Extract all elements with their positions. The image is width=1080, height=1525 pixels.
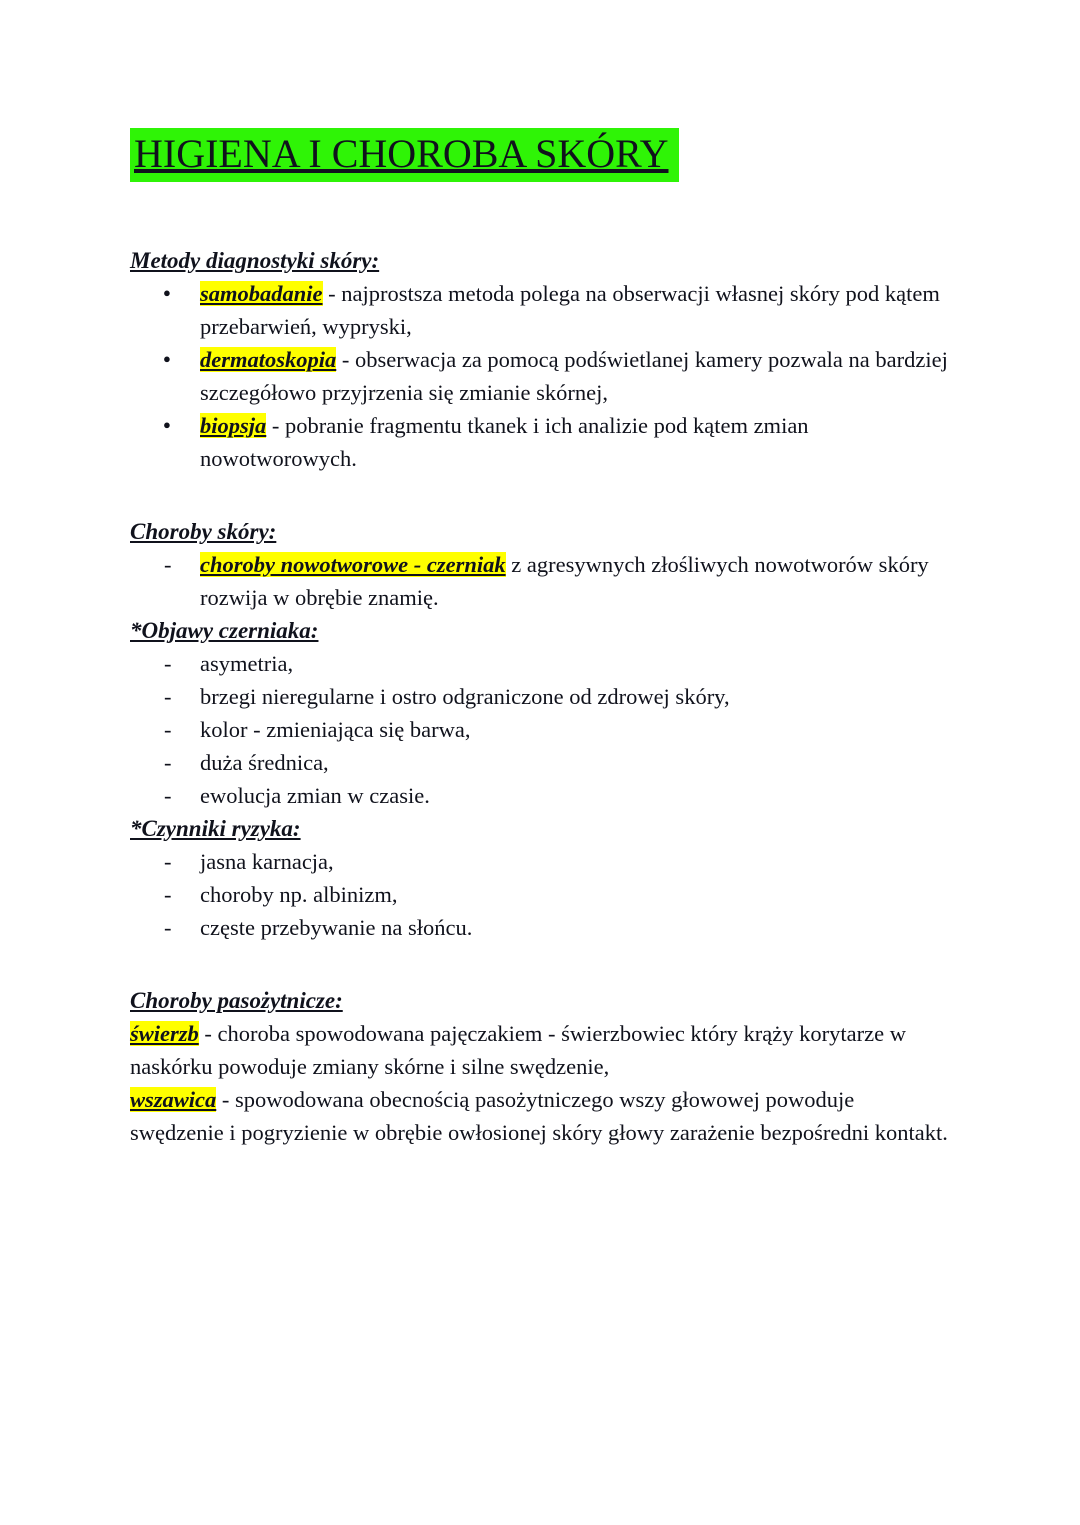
document-title: HIGIENA I CHOROBA SKÓRY bbox=[130, 128, 679, 182]
highlighted-term: wszawica bbox=[130, 1087, 217, 1112]
list-item: - kolor - zmieniająca się barwa, bbox=[130, 713, 952, 746]
list-item bbox=[130, 548, 952, 614]
symptoms-heading: *Objawy czerniaka: bbox=[130, 618, 319, 643]
paragraph bbox=[130, 1017, 952, 1083]
list-item: - ewolucja zmian w czasie. bbox=[130, 779, 952, 812]
list-item bbox=[130, 409, 952, 475]
list-item: - duża średnica, bbox=[130, 746, 952, 779]
list-item-text: - obserwacja za pomocą podświetlanej kamery pozwala na bardziej szczegółowo przyjrzenia się zmianie skórnej, bbox=[200, 347, 948, 405]
list-item: - częste przebywanie na słońcu. bbox=[130, 911, 952, 944]
paragraph-text: - spowodowana obecnością pasożytniczego wszy głowowej powoduje swędzenie i pogryzienie w obrębie owłosionej skóry głowy zarażenie bezpośredni kontakt. bbox=[130, 1087, 948, 1145]
paragraph bbox=[130, 1083, 952, 1149]
list-item: - choroby np. albinizm, bbox=[130, 878, 952, 911]
list-item bbox=[130, 277, 952, 343]
section-skin-diseases bbox=[130, 515, 952, 944]
list-item-text: z agresywnych złośliwych nowotworów skóry rozwija w obrębie znamię. bbox=[200, 552, 929, 610]
document-body bbox=[130, 244, 952, 1149]
parasitic-heading: Choroby pasożytnicze: bbox=[130, 988, 343, 1013]
list-item bbox=[130, 343, 952, 409]
list-item: - jasna karnacja, bbox=[130, 845, 952, 878]
highlighted-term: samobadanie bbox=[200, 281, 323, 306]
skin-diseases-heading: Choroby skóry: bbox=[130, 519, 277, 544]
list-item-text: - najprostsza metoda polega na obserwacji własnej skóry pod kątem przebarwień, wypryski, bbox=[200, 281, 940, 339]
highlighted-term: dermatoskopia bbox=[200, 347, 337, 372]
section-diagnostics bbox=[130, 244, 952, 475]
list-item: - asymetria, bbox=[130, 647, 952, 680]
highlighted-term: biopsja bbox=[200, 413, 267, 438]
paragraph-text: - choroba spowodowana pajęczakiem - świerzbowiec który krąży korytarze w naskórku powoduje zmiany skórne i silne swędzenie, bbox=[130, 1021, 906, 1079]
list-item: - brzegi nieregularne i ostro odgraniczone od zdrowej skóry, bbox=[130, 680, 952, 713]
risk-factors-heading: *Czynniki ryzyka: bbox=[130, 816, 301, 841]
highlighted-term: choroby nowotworowe - czerniak bbox=[200, 552, 506, 577]
section-parasitic bbox=[130, 984, 952, 1149]
highlighted-term: świerzb bbox=[130, 1021, 199, 1046]
list-item-text: - pobranie fragmentu tkanek i ich analizie pod kątem zmian nowotworowych. bbox=[200, 413, 809, 471]
diagnostics-heading: Metody diagnostyki skóry: bbox=[130, 248, 380, 273]
